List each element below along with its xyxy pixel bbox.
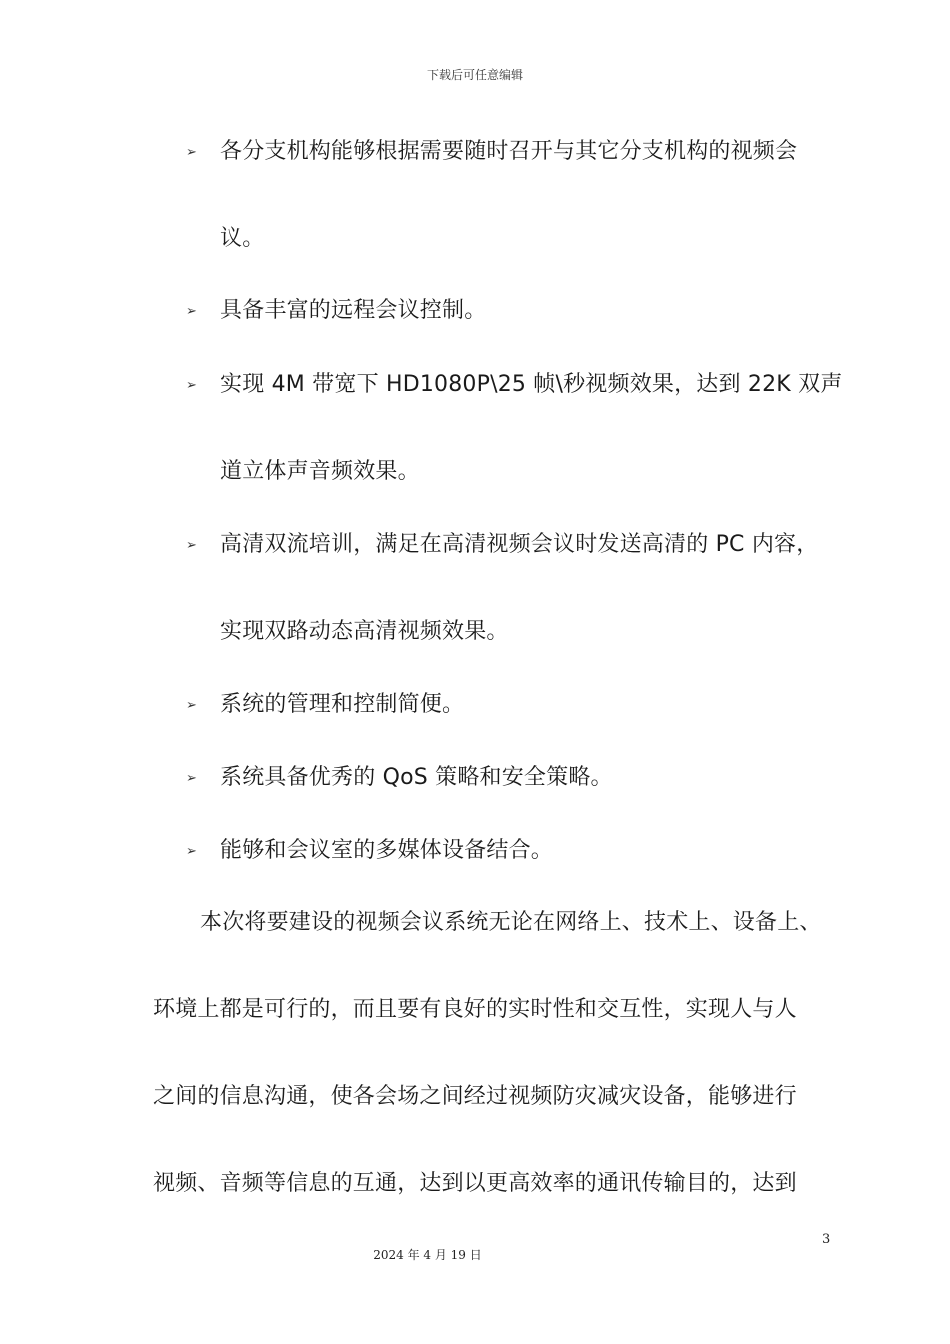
bullet-arrow-icon: ➢ xyxy=(186,844,197,859)
header-note: 下载后可任意编辑 xyxy=(426,68,523,82)
bullet-arrow-icon: ➢ xyxy=(186,304,197,319)
bullet-3-line-2: 道立体声音频效果。 xyxy=(220,459,420,484)
bullet-6-line-1: 系统具备优秀的 QoS 策略和安全策略。 xyxy=(220,765,613,790)
bullet-3-line-1: 实现 4M 带宽下 HD1080P\25 帧\秒视频效果，达到 22K 双声 xyxy=(220,372,843,397)
bullet-4-line-2: 实现双路动态高清视频效果。 xyxy=(220,619,509,644)
paragraph-line-3: 之间的信息沟通，使各会场之间经过视频防灾减灾设备，能够进行 xyxy=(153,1084,797,1109)
page-number: 3 xyxy=(822,1232,831,1247)
bullet-5-line-1: 系统的管理和控制简便。 xyxy=(220,692,465,717)
bullet-1-line-2: 议。 xyxy=(220,226,265,251)
bullet-arrow-icon: ➢ xyxy=(186,538,197,553)
bullet-1-line-1: 各分支机构能够根据需要随时召开与其它分支机构的视频会 xyxy=(220,139,798,164)
bullet-7-line-1: 能够和会议室的多媒体设备结合。 xyxy=(220,838,554,863)
bullet-2-line-1: 具备丰富的远程会议控制。 xyxy=(220,298,487,323)
bullet-arrow-icon: ➢ xyxy=(186,145,197,160)
paragraph-line-2: 环境上都是可行的，而且要有良好的实时性和交互性，实现人与人 xyxy=(153,997,797,1022)
footer-date: 2024 年 4 月 19 日 xyxy=(373,1248,482,1262)
paragraph-line-4: 视频、音频等信息的互通，达到以更高效率的通讯传输目的，达到 xyxy=(153,1171,797,1196)
bullet-4-line-1: 高清双流培训，满足在高清视频会议时发送高清的 PC 内容， xyxy=(220,532,819,557)
paragraph-line-1: 本次将要建设的视频会议系统无论在网络上、技术上、设备上、 xyxy=(200,910,822,935)
bullet-arrow-icon: ➢ xyxy=(186,771,197,786)
bullet-arrow-icon: ➢ xyxy=(186,698,197,713)
bullet-arrow-icon: ➢ xyxy=(186,378,197,393)
